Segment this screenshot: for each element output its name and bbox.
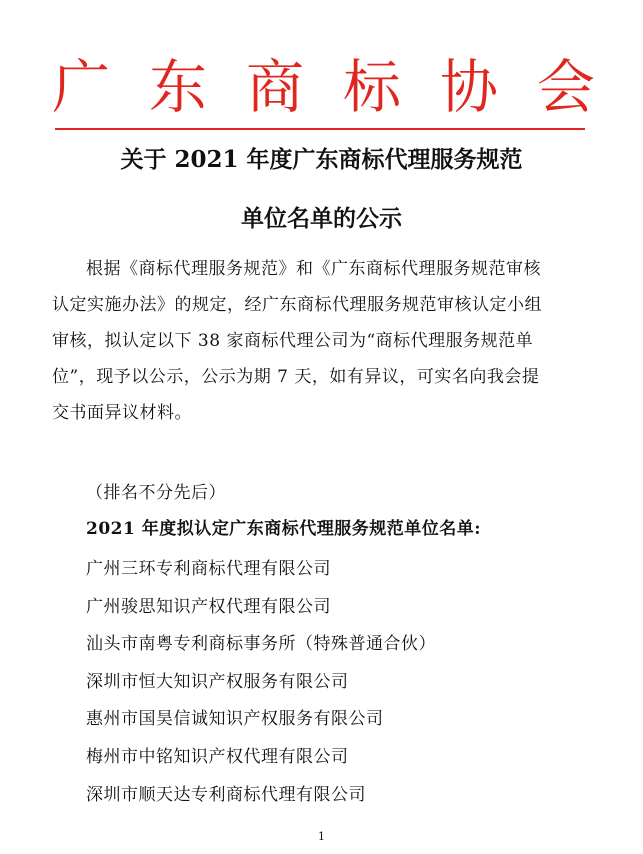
list-item: 广州骏思知识产权代理有限公司 [86,596,331,617]
paragraph-line: 根据《商标代理服务规范》和《广东商标代理服务规范审核 [86,259,541,279]
list-item: 深圳市恒大知识产权服务有限公司 [86,671,349,692]
org-char: 广 [52,53,111,121]
page-number: 1 [318,830,325,843]
ranking-note: （排名不分先后） [86,483,226,503]
announcement-paragraph [52,251,598,431]
list-item: 梅州市中铭知识产权代理有限公司 [86,746,349,767]
org-char: 协 [439,53,498,121]
header-divider [55,128,585,130]
list-item: 汕头市南粤专利商标事务所（特殊普通合伙） [86,634,436,655]
org-char: 会 [536,53,595,121]
paragraph-line: 交书面异议材料。 [52,403,192,423]
paragraph-line: 认定实施办法》的规定，经广东商标代理服务规范审核认定小组 [52,295,542,315]
list-item: 深圳市顺天达专利商标代理有限公司 [86,784,366,805]
list-item: 惠州市国昊信诚知识产权服务有限公司 [86,709,384,730]
list-heading: 2021 年度拟认定广东商标代理服务规范单位名单: [86,519,482,539]
org-char: 商 [245,53,304,121]
paragraph-line: 位”，现予以公示，公示为期 7 天，如有异议，可实名向我会提 [52,367,540,387]
org-char: 东 [148,53,207,121]
company-list [86,551,436,814]
organization-header [0,52,643,122]
document-title-line-1: 关于 2021 年度广东商标代理服务规范 [120,146,523,173]
document-title-line-2: 单位名单的公示 [241,205,402,232]
list-item: 广州三环专利商标代理有限公司 [86,559,331,579]
paragraph-line: 审核，拟认定以下 38 家商标代理公司为“商标代理服务规范单 [52,331,534,351]
org-char: 标 [342,53,401,121]
